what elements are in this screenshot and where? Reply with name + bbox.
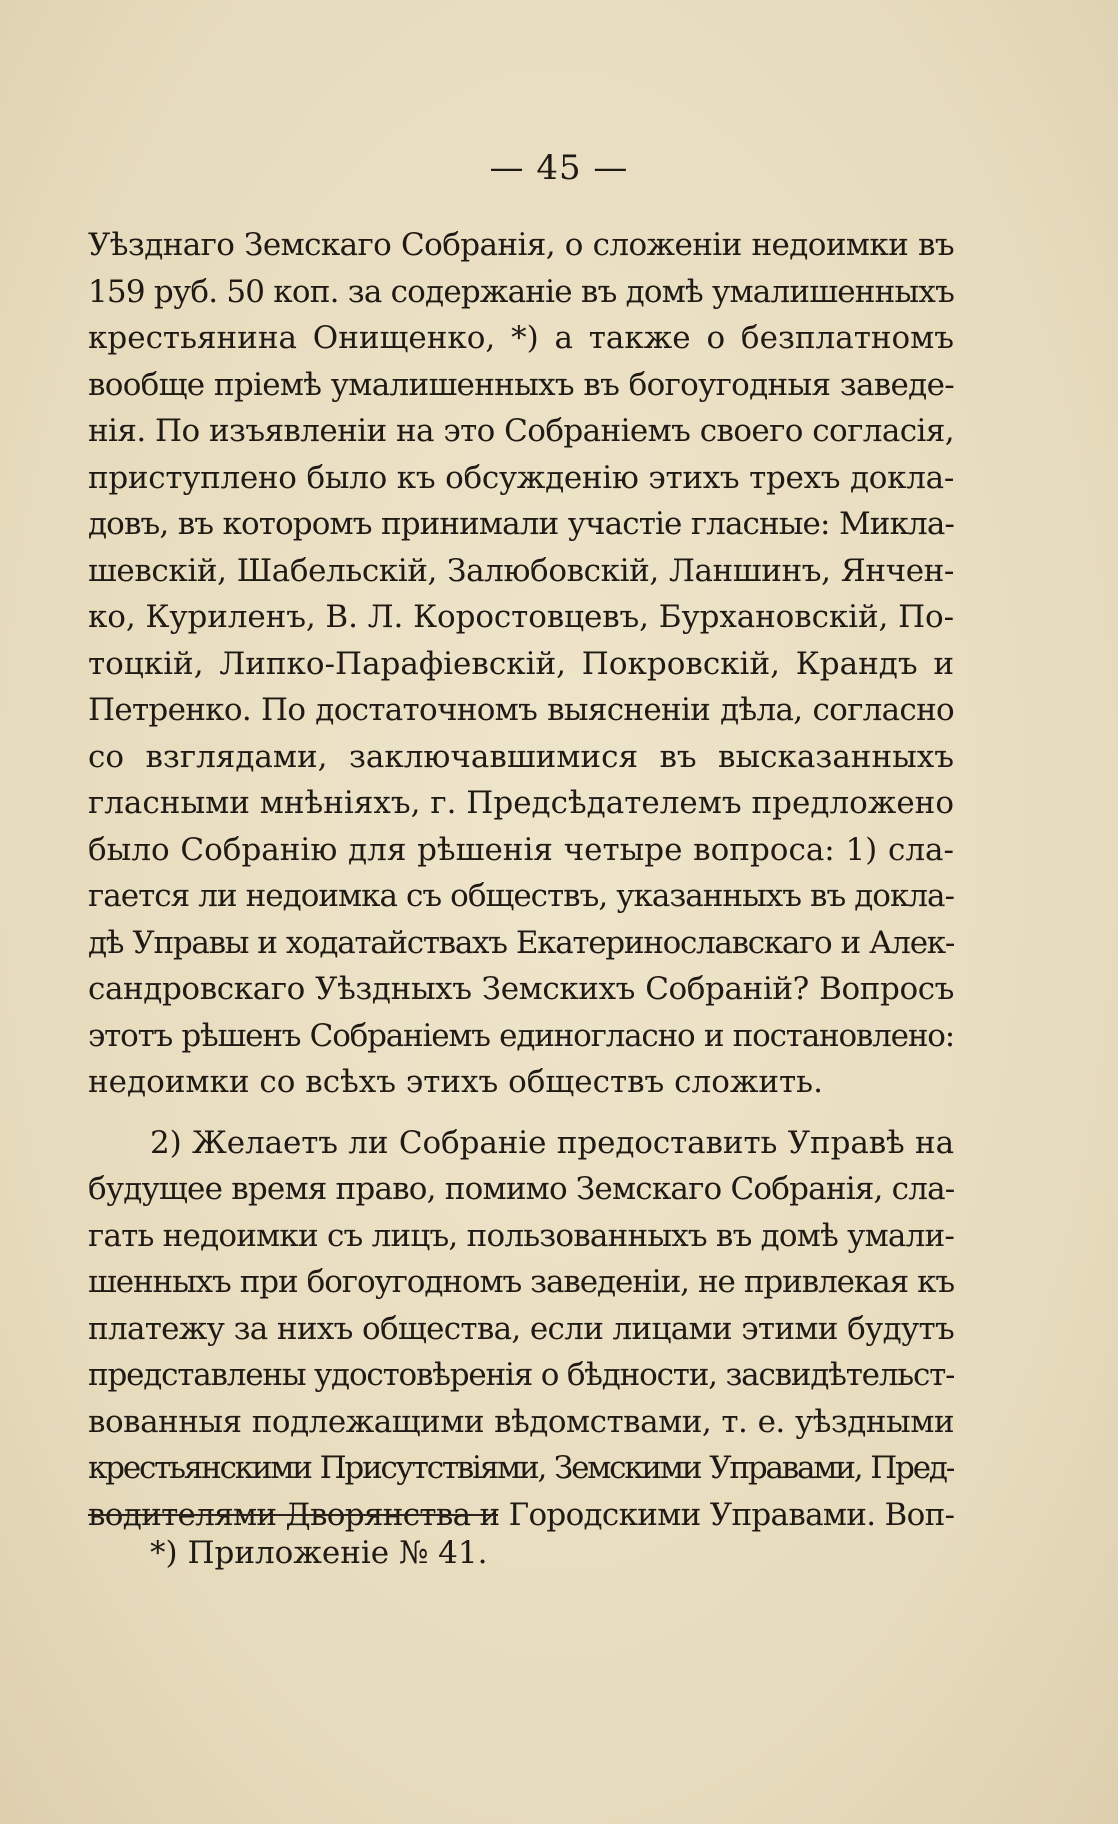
text-line: крестьянскими Присутствіями, Земскими Управами, Пред- bbox=[88, 1450, 954, 1486]
text-line: тоцкій, Липко-Парафіевскій, Покровскій, Крандъ и bbox=[88, 645, 954, 682]
text-line: было Собранію для рѣшенія четыре вопроса: 1) сла- bbox=[88, 831, 954, 868]
text-line: нія. По изъявленіи на это Собраніемъ своего согласія, bbox=[88, 413, 954, 449]
text-line: гать недоимки съ лицъ, пользованныхъ въ домѣ умали- bbox=[88, 1217, 954, 1254]
page-number: — 45 — bbox=[489, 148, 629, 188]
text-line: будущее время право, помимо Земскаго Собранія, сла- bbox=[88, 1171, 954, 1207]
text-line: ко, Куриленъ, В. Л. Коростовцевъ, Бурхановскій, По- bbox=[88, 599, 954, 635]
text-line: платежу за нихъ общества, если лицами этими будутъ bbox=[88, 1310, 954, 1347]
text-line: сандровскаго Уѣздныхъ Земскихъ Собраній? Вопросъ bbox=[88, 971, 954, 1007]
footnote: *) Приложеніе № 41. bbox=[150, 1535, 488, 1571]
text-line: вованныя подлежащими вѣдомствами, т. е. уѣздными bbox=[88, 1403, 954, 1440]
footnote-rule bbox=[88, 1514, 498, 1516]
text-line: недоимки со всѣхъ этихъ обществъ сложить. bbox=[88, 1064, 823, 1100]
text-line: Уѣзднаго Земскаго Собранія, о сложеніи недоимки въ bbox=[88, 227, 954, 263]
text-line: водителями Дворянства и Городскими Управами. Воп- bbox=[88, 1496, 954, 1533]
body-text bbox=[88, 222, 954, 1538]
text-line: со взглядами, заключавшимися въ высказанныхъ bbox=[88, 738, 954, 775]
text-line: шевскій, Шабельскій, Залюбовскій, Ланшинъ, Янчен- bbox=[88, 552, 954, 589]
text-line: представлены удостовѣренія о бѣдности, засвидѣтельст- bbox=[88, 1357, 954, 1393]
text-line: гласными мнѣніяхъ, г. Предсѣдателемъ предложено bbox=[88, 785, 954, 821]
text-line: 159 руб. 50 коп. за содержаніе въ домѣ умалишенныхъ bbox=[88, 273, 954, 310]
text-line: вообще пріемѣ умалишенныхъ въ богоугодныя заведе- bbox=[88, 366, 954, 403]
text-line: Петренко. По достаточномъ выясненіи дѣла, согласно bbox=[88, 692, 954, 728]
text-line: дѣ Управы и ходатайствахъ Екатеринославскаго и Алек- bbox=[88, 924, 954, 961]
paragraph-start-line: 2) Желаетъ ли Собраніе предоставить Управѣ на bbox=[150, 1124, 954, 1161]
text-line: крестьянина Онищенко, *) а также о безплатномъ bbox=[88, 320, 954, 356]
text-line: довъ, въ которомъ принимали участіе гласные: Микла- bbox=[88, 506, 954, 542]
text-line: гается ли недоимка съ обществъ, указанныхъ въ докла- bbox=[88, 878, 954, 914]
text-line: этотъ рѣшенъ Собраніемъ единогласно и постановлено: bbox=[88, 1017, 954, 1054]
text-line: приступлено было къ обсужденію этихъ трехъ докла- bbox=[88, 459, 954, 496]
text-line: шенныхъ при богоугодномъ заведеніи, не привлекая къ bbox=[88, 1264, 954, 1300]
